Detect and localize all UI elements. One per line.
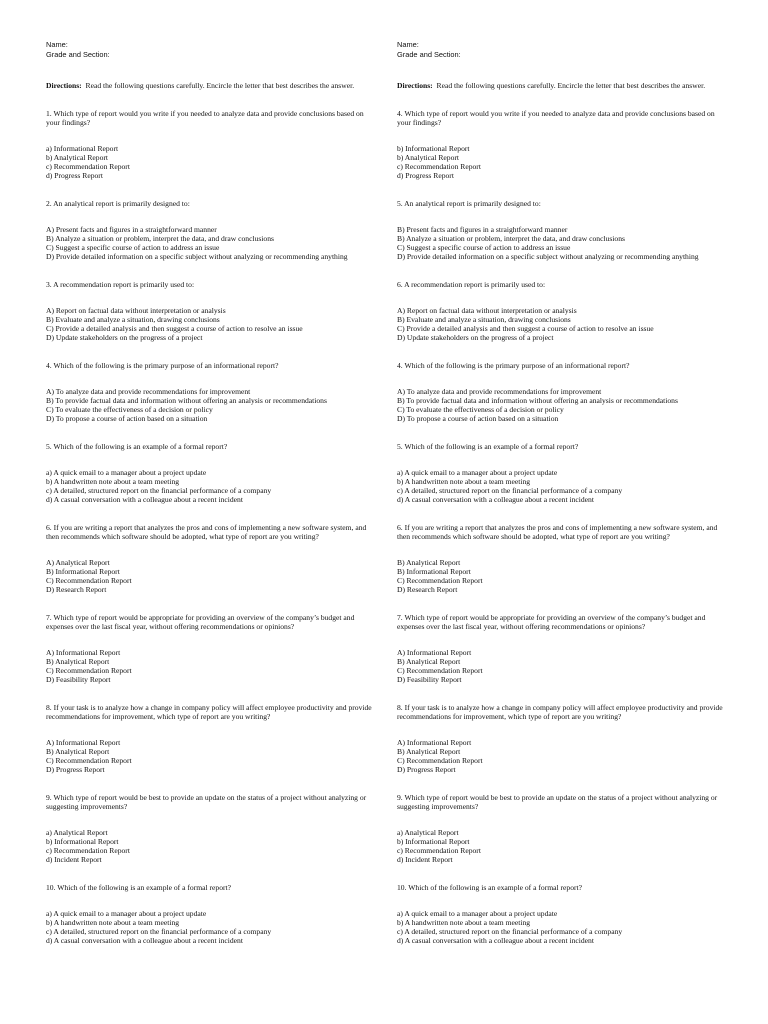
answer-option[interactable]: b) A handwritten note about a team meeting [397, 477, 531, 486]
question-text: 6. If you are writing a report that analyzes the pros and cons of implementing a new software system, and then recommends which software should be adopted, what type of report are you writing? [46, 523, 367, 541]
answer-option[interactable]: d) A casual conversation with a colleague about a recent incident [46, 495, 243, 504]
answer-option[interactable]: D) Update stakeholders on the progress of a project [46, 333, 203, 342]
answer-option[interactable]: a) A quick email to a manager about a project update [46, 909, 207, 918]
answer-option[interactable]: B) Informational Report [397, 567, 471, 576]
answer-option[interactable]: C) Suggest a specific course of action to address an issue [397, 243, 571, 252]
question-text: 2. An analytical report is primarily designed to: [46, 199, 190, 208]
question-text: 3. A recommendation report is primarily used to: [46, 280, 195, 289]
answer-option[interactable]: b) Analytical Report [46, 153, 108, 162]
question-item [46, 703, 376, 774]
answer-option[interactable]: d) Progress Report [46, 171, 103, 180]
answer-options [397, 648, 727, 684]
answer-option[interactable]: a) Analytical Report [397, 828, 459, 837]
question-text: 9. Which type of report would be best to provide an update on the status of a project without analyzing or suggesting improvements? [397, 793, 718, 811]
answer-option[interactable]: A) To analyze data and provide recommendations for improvement [46, 387, 251, 396]
question-item [397, 523, 727, 594]
grade-section-label: Grade and Section: [46, 50, 110, 59]
question-text: 4. Which of the following is the primary purpose of an informational report? [397, 361, 630, 370]
answer-option[interactable]: b) Informational Report [46, 837, 119, 846]
answer-option[interactable]: D) To propose a course of action based on a situation [397, 414, 559, 423]
question-item [46, 523, 376, 594]
answer-option[interactable]: A) Informational Report [397, 648, 472, 657]
answer-option[interactable]: D) Progress Report [46, 765, 105, 774]
question-text: 7. Which type of report would be appropriate for providing an overview of the company’s budget and expenses over the last fiscal year, without offering recommendations or opinions? [46, 613, 355, 631]
question-item [397, 703, 727, 774]
question-item [46, 199, 376, 261]
answer-option[interactable]: C) Recommendation Report [46, 576, 132, 585]
answer-option[interactable]: b) Analytical Report [397, 153, 459, 162]
answer-option[interactable]: b) A handwritten note about a team meeting [46, 918, 180, 927]
answer-option[interactable]: a) A quick email to a manager about a project update [397, 909, 558, 918]
question-item [46, 613, 376, 684]
answer-option[interactable]: b) A handwritten note about a team meeting [397, 918, 531, 927]
answer-option[interactable]: B) Present facts and figures in a straightforward manner [397, 225, 568, 234]
question-item [46, 361, 376, 423]
answer-option[interactable]: B) Analytical Report [46, 657, 110, 666]
answer-option[interactable]: C) Provide a detailed analysis and then suggest a course of action to resolve an issue [397, 324, 654, 333]
question-text: 8. If your task is to analyze how a change in company policy will affect employee productivity and provide recommendations for improvement, which type of report are you writing? [397, 703, 723, 721]
answer-option[interactable]: D) Progress Report [397, 765, 456, 774]
answer-option[interactable]: D) Update stakeholders on the progress of a project [397, 333, 554, 342]
answer-option[interactable]: c) A detailed, structured report on the financial performance of a company [397, 927, 623, 936]
answer-option[interactable]: c) Recommendation Report [397, 162, 481, 171]
answer-option[interactable]: d) A casual conversation with a colleague about a recent incident [397, 495, 594, 504]
answer-option[interactable]: A) Present facts and figures in a straightforward manner [46, 225, 217, 234]
answer-options [397, 738, 727, 774]
question-text: 10. Which of the following is an example of a formal report? [46, 883, 232, 892]
answer-option[interactable]: A) To analyze data and provide recommendations for improvement [397, 387, 602, 396]
question-item [46, 442, 376, 504]
question-item [46, 883, 376, 945]
directions-text: Read the following questions carefully. Encircle the letter that best describes the answer. [85, 81, 355, 90]
answer-option[interactable]: B) Analytical Report [397, 747, 461, 756]
question-text: 4. Which type of report would you write if you needed to analyze data and provide conclusions based on your findings? [397, 109, 715, 127]
answer-options [397, 558, 727, 594]
student-header [46, 40, 376, 60]
answer-option[interactable]: B) Informational Report [46, 567, 120, 576]
directions-label: Directions: [46, 81, 82, 90]
answer-option[interactable]: B) Analytical Report [46, 747, 110, 756]
answer-option[interactable]: D) Feasibility Report [397, 675, 462, 684]
answer-option[interactable]: d) Incident Report [46, 855, 102, 864]
question-item [397, 361, 727, 423]
directions [397, 81, 727, 90]
question-item [46, 280, 376, 342]
answer-option[interactable]: d) A casual conversation with a colleague about a recent incident [46, 936, 243, 945]
answer-option[interactable]: B) To provide factual data and information without offering an analysis or recommendations [46, 396, 327, 405]
answer-options [46, 144, 376, 180]
answer-option[interactable]: C) To evaluate the effectiveness of a decision or policy [46, 405, 213, 414]
answer-option[interactable]: D) To propose a course of action based on a situation [46, 414, 208, 423]
answer-option[interactable]: B) Analytical Report [397, 558, 461, 567]
answer-option[interactable]: d) A casual conversation with a colleague about a recent incident [397, 936, 594, 945]
question-text: 6. A recommendation report is primarily used to: [397, 280, 546, 289]
answer-option[interactable]: A) Informational Report [46, 648, 121, 657]
student-header [397, 40, 727, 60]
answer-option[interactable]: d) Incident Report [397, 855, 453, 864]
answer-option[interactable]: A) Report on factual data without interpretation or analysis [46, 306, 226, 315]
right-column [397, 40, 727, 964]
answer-options [397, 828, 727, 864]
answer-option[interactable]: c) A detailed, structured report on the financial performance of a company [397, 486, 623, 495]
question-item [397, 442, 727, 504]
question-item [397, 280, 727, 342]
answer-option[interactable]: c) A detailed, structured report on the financial performance of a company [46, 486, 272, 495]
answer-option[interactable]: D) Provide detailed information on a specific subject without analyzing or recommending anything [397, 252, 699, 261]
answer-option[interactable]: b) Informational Report [397, 837, 470, 846]
answer-options [397, 468, 727, 504]
answer-option[interactable]: D) Provide detailed information on a specific subject without analyzing or recommending anything [46, 252, 348, 261]
answer-option[interactable]: D) Research Report [46, 585, 107, 594]
question-text: 5. Which of the following is an example of a formal report? [46, 442, 228, 451]
answer-option[interactable]: C) Recommendation Report [397, 576, 483, 585]
question-list [46, 109, 376, 945]
answer-option[interactable]: B) Analytical Report [397, 657, 461, 666]
answer-option[interactable]: A) Informational Report [397, 738, 472, 747]
directions-text: Read the following questions carefully. Encircle the letter that best describes the answer. [436, 81, 706, 90]
question-text: 1. Which type of report would you write if you needed to analyze data and provide conclusions based on your findings? [46, 109, 364, 127]
answer-option[interactable]: a) Informational Report [46, 144, 119, 153]
answer-option[interactable]: b) A handwritten note about a team meeting [46, 477, 180, 486]
question-item [46, 793, 376, 864]
answer-option[interactable]: B) To provide factual data and information without offering an analysis or recommendations [397, 396, 678, 405]
question-text: 10. Which of the following is an example of a formal report? [397, 883, 583, 892]
answer-options [46, 909, 376, 945]
answer-options [397, 387, 727, 423]
grade-section-label: Grade and Section: [397, 50, 461, 59]
answer-option[interactable]: C) Provide a detailed analysis and then suggest a course of action to resolve an issue [46, 324, 303, 333]
question-item [397, 109, 727, 180]
question-text: 4. Which of the following is the primary purpose of an informational report? [46, 361, 279, 370]
directions [46, 81, 376, 90]
answer-option[interactable]: C) Recommendation Report [46, 666, 132, 675]
answer-options [397, 225, 727, 261]
question-list [397, 109, 727, 945]
question-item [397, 793, 727, 864]
name-label: Name: [46, 40, 68, 49]
question-text: 5. An analytical report is primarily designed to: [397, 199, 541, 208]
answer-option[interactable]: a) A quick email to a manager about a project update [46, 468, 207, 477]
answer-option[interactable]: C) Recommendation Report [397, 666, 483, 675]
answer-options [46, 387, 376, 423]
answer-options [46, 306, 376, 342]
answer-option[interactable]: A) Report on factual data without interpretation or analysis [397, 306, 577, 315]
answer-options [46, 558, 376, 594]
question-text: 9. Which type of report would be best to provide an update on the status of a project without analyzing or suggesting improvements? [46, 793, 367, 811]
question-text: 8. If your task is to analyze how a change in company policy will affect employee productivity and provide recommendations for improvement, which type of report are you writing? [46, 703, 372, 721]
answer-options [46, 738, 376, 774]
answer-option[interactable]: B) Analyze a situation or problem, interpret the data, and draw conclusions [397, 234, 625, 243]
answer-option[interactable]: c) Recommendation Report [46, 162, 130, 171]
question-text: 5. Which of the following is an example of a formal report? [397, 442, 579, 451]
answer-options [46, 648, 376, 684]
left-column [46, 40, 376, 964]
answer-option[interactable]: c) Recommendation Report [397, 846, 481, 855]
answer-options [46, 828, 376, 864]
directions-label: Directions: [397, 81, 433, 90]
answer-option[interactable]: C) Recommendation Report [46, 756, 132, 765]
question-text: 6. If you are writing a report that analyzes the pros and cons of implementing a new software system, and then recommends which software should be adopted, what type of report are you writing? [397, 523, 718, 541]
answer-options [397, 306, 727, 342]
answer-options [46, 468, 376, 504]
answer-option[interactable]: a) A quick email to a manager about a project update [397, 468, 558, 477]
question-item [397, 883, 727, 945]
question-item [46, 109, 376, 180]
answer-option[interactable]: B) Evaluate and analyze a situation, drawing conclusions [397, 315, 571, 324]
answer-option[interactable]: B) Evaluate and analyze a situation, drawing conclusions [46, 315, 220, 324]
answer-option[interactable]: B) Analyze a situation or problem, interpret the data, and draw conclusions [46, 234, 274, 243]
answer-options [397, 909, 727, 945]
answer-option[interactable]: C) To evaluate the effectiveness of a decision or policy [397, 405, 564, 414]
name-label: Name: [397, 40, 419, 49]
answer-option[interactable]: C) Recommendation Report [397, 756, 483, 765]
answer-option[interactable]: D) Feasibility Report [46, 675, 111, 684]
question-text: 7. Which type of report would be appropriate for providing an overview of the company’s budget and expenses over the last fiscal year, without offering recommendations or opinions? [397, 613, 706, 631]
answer-option[interactable]: c) A detailed, structured report on the financial performance of a company [46, 927, 272, 936]
question-item [397, 199, 727, 261]
answer-option[interactable]: A) Informational Report [46, 738, 121, 747]
answer-option[interactable]: d) Progress Report [397, 171, 454, 180]
answer-options [46, 225, 376, 261]
answer-option[interactable]: b) Informational Report [397, 144, 470, 153]
answer-option[interactable]: a) Analytical Report [46, 828, 108, 837]
question-item [397, 613, 727, 684]
answer-option[interactable]: c) Recommendation Report [46, 846, 130, 855]
answer-option[interactable]: C) Suggest a specific course of action to address an issue [46, 243, 220, 252]
answer-option[interactable]: D) Research Report [397, 585, 458, 594]
answer-options [397, 144, 727, 180]
answer-option[interactable]: A) Analytical Report [46, 558, 110, 567]
